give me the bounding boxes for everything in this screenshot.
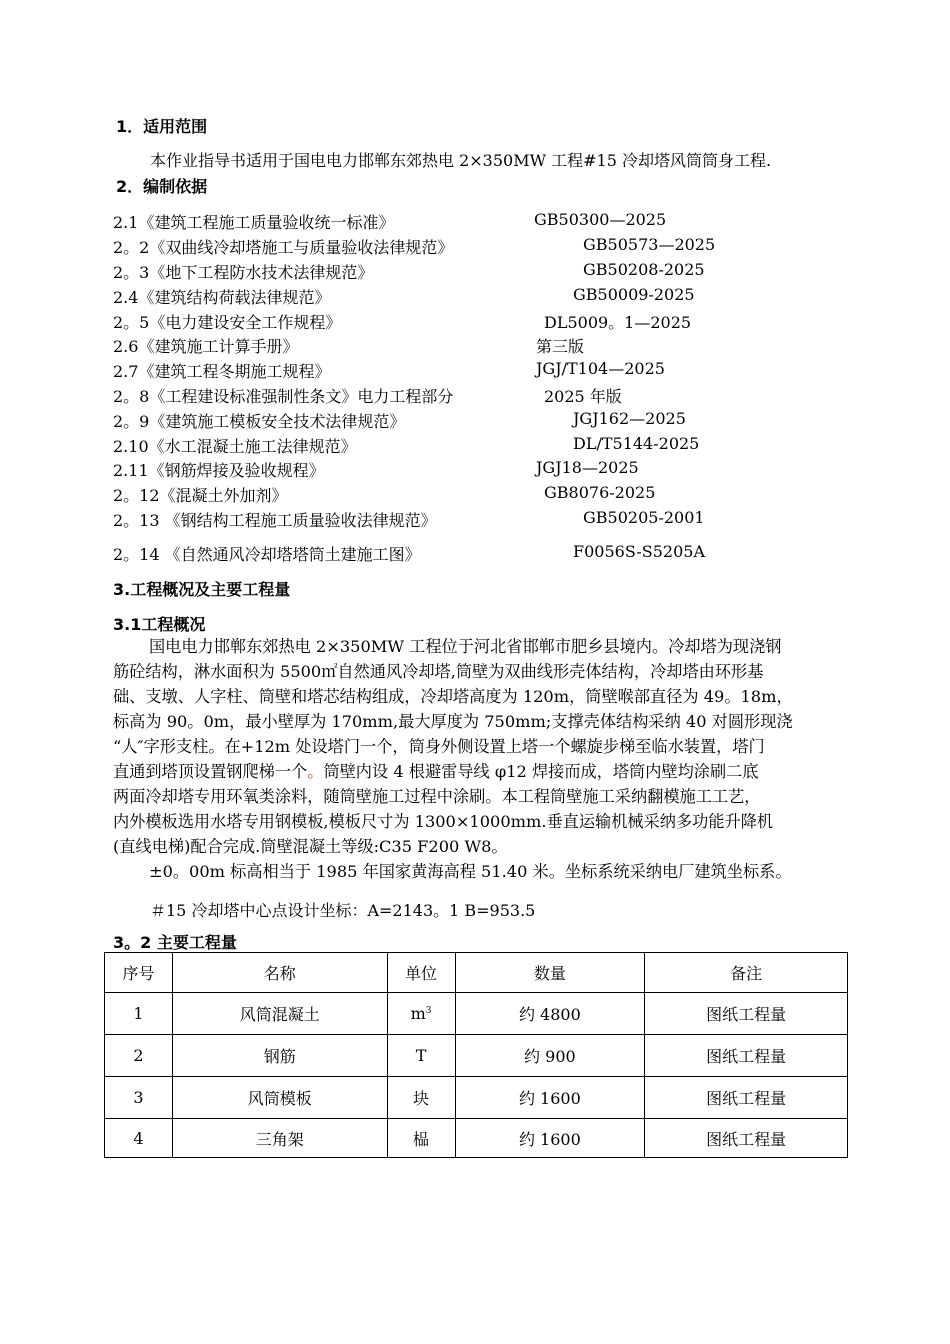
reference-code: 2025 年版 <box>544 387 622 406</box>
reference-title: 2.6《建筑施工计算手册》 <box>113 337 299 356</box>
reference-title: 2。3《地下工程防水技术法律规范》 <box>113 263 374 282</box>
header-unit: 单位 <box>387 953 455 993</box>
reference-code: JGJ/T104—2025 <box>536 359 665 378</box>
reference-code: JGJ162—2025 <box>573 409 686 428</box>
cell-name: 钢筋 <box>172 1035 387 1077</box>
reference-title: 2.4《建筑结构荷载法律规范》 <box>113 288 331 307</box>
reference-title: 2。8《工程建设标准强制性条文》电力工程部分 <box>113 387 454 406</box>
reference-title: 2。12《混凝土外加剂》 <box>113 486 288 505</box>
cell-unit: 块 <box>387 1077 455 1119</box>
reference-code: GB50573—2025 <box>583 235 716 254</box>
reference-code: JGJ18—2025 <box>536 458 639 477</box>
reference-code: F0056S-S5205A <box>573 542 706 561</box>
cell-note: 图纸工程量 <box>645 1119 848 1158</box>
cell-name: 风筒模板 <box>172 1077 387 1119</box>
reference-title: 2.11《钢筋焊接及验收规程》 <box>113 461 325 480</box>
paragraph-line: 筋砼结构，淋水面积为 5500㎡自然通风冷却塔,筒壁为双曲线形壳体结构，冷却塔由环形基 <box>113 662 764 681</box>
cell-name: 风筒混凝土 <box>172 993 387 1035</box>
reference-title: 2。9《建筑施工模板安全技术法律规范》 <box>113 412 406 431</box>
cell-name: 三角架 <box>172 1119 387 1158</box>
cell-no: 4 <box>105 1119 173 1158</box>
section-3-2-heading: 3。2 主要工程量 <box>113 933 237 952</box>
cell-qty: 约 900 <box>455 1035 645 1077</box>
reference-title: 2.10《水工混凝土施工法律规范》 <box>113 437 357 456</box>
reference-code: DL5009。1—2025 <box>544 313 692 332</box>
paragraph-line: 标高为 90。0m，最小壁厚为 170mm,最大厚度为 750mm;支撑壳体结构采纳 40 对圆形现浇 <box>113 712 793 731</box>
paragraph-line <box>113 759 853 784</box>
red-punctuation: 。 <box>307 762 324 781</box>
reference-title: 2.7《建筑工程冬期施工规程》 <box>113 362 331 381</box>
section-3-1-heading: 3.1工程概况 <box>113 615 206 634</box>
table-row <box>105 1035 848 1077</box>
elevation-line: ±0。00m 标高相当于 1985 年国家黄海高程 51.40 米。坐标系统采纳电厂建筑坐标系。 <box>149 862 792 881</box>
reference-code: GB50009-2025 <box>573 285 695 304</box>
unit-text: m <box>410 1004 426 1023</box>
header-name: 名称 <box>172 953 387 993</box>
line-text: 筒壁内设 4 根避雷导线 φ12 焊接而成，塔筒内壁均涂刷二底 <box>323 762 759 781</box>
cell-qty: 约 1600 <box>455 1119 645 1158</box>
project-overview-paragraph <box>113 634 853 884</box>
section-2-heading: 2．编制依据 <box>116 177 208 196</box>
line-text: 直通到塔顶设置钢爬梯一个 <box>113 762 308 781</box>
cell-note: 图纸工程量 <box>645 993 848 1035</box>
reference-code: DL/T5144-2025 <box>573 434 700 453</box>
coordinate-line: ＃15 冷却塔中心点设计坐标：A=2143。1 B=953.5 <box>150 901 536 920</box>
reference-code: GB50205-2001 <box>583 508 705 527</box>
reference-title: 2。14 《自然通风冷却塔塔筒土建施工图》 <box>113 545 421 564</box>
table-header-row <box>105 953 848 993</box>
paragraph-line: (直线电梯)配合完成.筒壁混凝土等级:C35 F200 W8。 <box>113 837 508 856</box>
reference-title: 2。13 《钢结构工程施工质量验收法律规范》 <box>113 511 437 530</box>
cell-unit <box>387 993 455 1035</box>
header-note: 备注 <box>645 953 848 993</box>
reference-title: 2。5《电力建设安全工作规程》 <box>113 313 342 332</box>
reference-title: 2.1《建筑工程施工质量验收统一标准》 <box>113 213 395 232</box>
paragraph-line: 两面冷却塔专用环氧类涂料，随筒壁施工过程中涂刷。本工程筒壁施工采纳翻模施工工艺， <box>113 787 761 806</box>
table-row <box>105 1119 848 1158</box>
reference-code: GB50300—2025 <box>534 210 667 229</box>
paragraph-line: 国电电力邯郸东郊热电 2×350MW 工程位于河北省邯郸市肥乡县境内。冷却塔为现浇钢 <box>149 637 782 656</box>
header-no: 序号 <box>105 953 173 993</box>
section-3-heading: 3.工程概况及主要工程量 <box>113 580 291 599</box>
reference-code: 第三版 <box>536 337 585 356</box>
quantities-table <box>104 952 848 1158</box>
reference-code: GB8076-2025 <box>544 483 656 502</box>
cell-no: 2 <box>105 1035 173 1077</box>
paragraph-line: 内外模板选用水塔专用钢模板,模板尺寸为 1300×1000mm.垂直运输机械采纳多功能升降机 <box>113 812 774 831</box>
cell-unit: T <box>387 1035 455 1077</box>
unit-superscript: 3 <box>425 1006 432 1016</box>
cell-note: 图纸工程量 <box>645 1077 848 1119</box>
section-1-heading: 1．适用范围 <box>116 117 208 136</box>
table-row <box>105 993 848 1035</box>
paragraph-line: 础、支墩、人字柱、筒壁和塔芯结构组成，冷却塔高度为 120m，筒壁喉部直径为 49。18m， <box>113 687 793 706</box>
reference-code: GB50208-2025 <box>583 260 705 279</box>
section-1-text: 本作业指导书适用于国电电力邯郸东郊热电 2×350MW 工程#15 冷却塔风筒筒身工程. <box>150 151 772 170</box>
header-qty: 数量 <box>455 953 645 993</box>
cell-qty: 约 1600 <box>455 1077 645 1119</box>
paragraph-line: “人″字形支柱。在+12m 处设塔门一个，筒身外侧设置上塔一个螺旋步梯至临水装置，塔门 <box>113 737 765 756</box>
reference-title: 2。2《双曲线冷却塔施工与质量验收法律规范》 <box>113 238 454 257</box>
cell-no: 3 <box>105 1077 173 1119</box>
table-row <box>105 1077 848 1119</box>
cell-note: 图纸工程量 <box>645 1035 848 1077</box>
cell-unit: 榀 <box>387 1119 455 1158</box>
cell-qty: 约 4800 <box>455 993 645 1035</box>
cell-no: 1 <box>105 993 173 1035</box>
